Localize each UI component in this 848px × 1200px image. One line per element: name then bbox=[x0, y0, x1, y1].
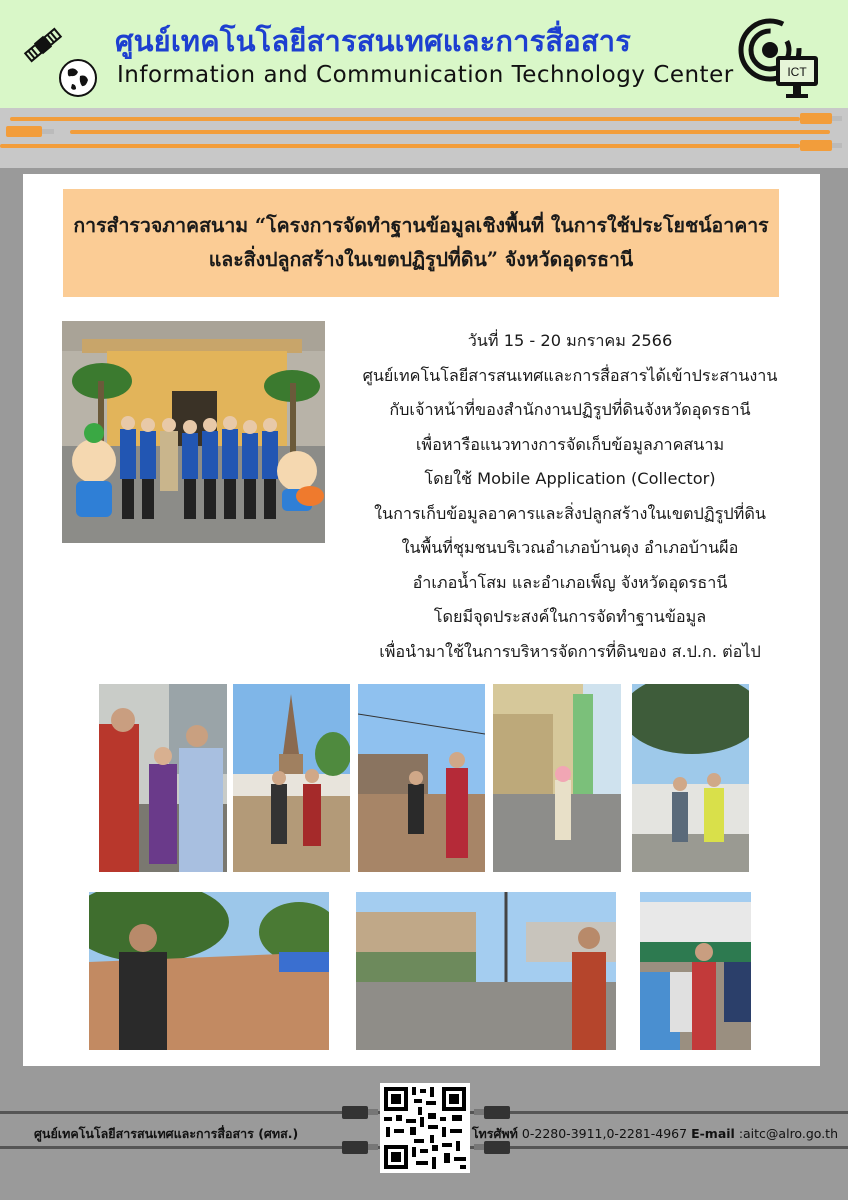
group-photo bbox=[62, 321, 325, 543]
field-photo bbox=[358, 684, 485, 872]
field-photo bbox=[233, 684, 350, 872]
email-address[interactable]: :aitc@alro.go.th bbox=[738, 1126, 838, 1141]
cable-band bbox=[0, 108, 848, 168]
body-line: ศูนย์เทคโนโลยีสารสนเทศและการสื่อสารได้เข้าประสานงาน bbox=[362, 365, 778, 385]
ict-logo-text: ICT bbox=[787, 65, 807, 79]
body-text bbox=[335, 324, 805, 669]
body-line: กับเจ้าหน้าที่ของสำนักงานปฏิรูปที่ดินจังหวัดอุดรธานี bbox=[389, 400, 751, 419]
header bbox=[0, 0, 848, 108]
header-title-thai: ศูนย์เทคโนโลยีสารสนเทศและการสื่อสาร bbox=[115, 24, 632, 58]
body-line: ในการเก็บข้อมูลอาคารและสิ่งปลูกสร้างในเขตปฏิรูปที่ดิน bbox=[374, 503, 766, 523]
footer-contact bbox=[472, 1124, 838, 1144]
field-photo bbox=[632, 684, 749, 872]
footer-organization: ศูนย์เทคโนโลยีสารสนเทศและการสื่อสาร (ศทส.) bbox=[34, 1126, 299, 1141]
cable-line bbox=[70, 130, 830, 134]
body-line: โดยมีจุดประสงค์ในการจัดทำฐานข้อมูล bbox=[433, 607, 707, 626]
field-photo bbox=[99, 684, 227, 872]
footer-cable bbox=[470, 1111, 848, 1114]
globe-icon bbox=[58, 58, 98, 98]
headline-line-1: การสำรวจภาคสนาม “โครงการจัดทำฐานข้อมูลเชิงพื้นที่ ในการใช้ประโยชน์อาคาร bbox=[73, 214, 769, 237]
body-line: วันที่ 15 - 20 มกราคม 2566 bbox=[467, 331, 673, 350]
body-line: เพื่อหารือแนวทางการจัดเก็บข้อมูลภาคสนาม bbox=[415, 434, 725, 454]
field-photo bbox=[493, 684, 621, 872]
phone-number[interactable]: 0-2280-3911,0-2281-4967 bbox=[521, 1126, 688, 1141]
body-line: ในพื้นที่ชุมชนบริเวณอำเภอบ้านดุง อำเภอบ้านผือ bbox=[401, 538, 739, 557]
cable-line bbox=[0, 144, 800, 148]
field-photo bbox=[89, 892, 329, 1050]
headline-line-2: และสิ่งปลูกสร้างในเขตปฏิรูปที่ดิน” จังหวัดอุดรธานี bbox=[208, 248, 634, 271]
cable-plug-icon bbox=[0, 124, 60, 140]
body-line: โดยใช้ Mobile Application (Collector) bbox=[424, 469, 716, 488]
content-card bbox=[23, 174, 820, 1066]
footer-plug-icon bbox=[340, 1104, 380, 1154]
cable-line bbox=[10, 117, 800, 121]
email-label: E-mail bbox=[691, 1126, 735, 1141]
footer-cable bbox=[0, 1111, 380, 1114]
ict-monitor-logo bbox=[736, 18, 822, 102]
footer-cable bbox=[0, 1146, 380, 1149]
cable-plug-icon bbox=[796, 111, 844, 127]
field-photo bbox=[640, 892, 751, 1050]
phone-label: โทรศัพท์ bbox=[471, 1126, 518, 1141]
body-line: เพื่อนำมาใช้ในการบริหารจัดการที่ดินของ ส.ป.ก. ต่อไป bbox=[379, 641, 761, 661]
body-line: อำเภอน้ำโสม และอำเภอเพ็ญ จังหวัดอุดรธานี bbox=[412, 572, 728, 592]
header-title-english: Information and Communication Technology Center bbox=[117, 62, 734, 88]
footer-cable bbox=[470, 1146, 848, 1149]
qr-code[interactable] bbox=[380, 1083, 470, 1173]
cable-plug-icon bbox=[796, 138, 844, 154]
field-photo bbox=[356, 892, 616, 1050]
headline-banner bbox=[63, 189, 779, 297]
